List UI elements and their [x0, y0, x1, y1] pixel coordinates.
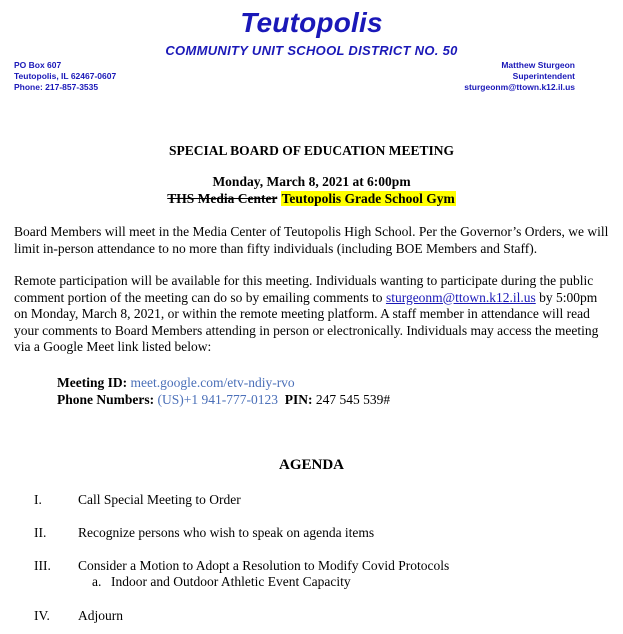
paragraph-in-person: Board Members will meet in the Media Center of Teutopolis High School. Per the Governor’s Orders, we will limit in-person attendance to no more than fifty individuals (including BOE Members and Staff). [14, 224, 609, 256]
official-name: Matthew Sturgeon [501, 60, 575, 70]
official-email: sturgeonm@ttown.k12.il.us [464, 82, 575, 92]
agenda-sub-item [92, 574, 351, 590]
agenda-item [34, 558, 449, 574]
official-title: Superintendent [512, 71, 575, 81]
pin-value: 247 545 539# [315, 391, 391, 407]
location-struck: THS Media Center [167, 191, 278, 206]
agenda-sub-item-letter: a. [92, 574, 102, 589]
meeting-id-link[interactable]: meet.google.com/etv-ndiy-rvo [130, 375, 295, 390]
agenda-item [34, 608, 123, 624]
pin-label: PIN: [284, 391, 313, 407]
address-line-2: Teutopolis, IL 62467-0607 [14, 71, 117, 81]
agenda-sub-item-text: Indoor and Outdoor Athletic Event Capacity [111, 574, 351, 589]
agenda-item-number: III. [34, 558, 51, 573]
location-highlighted: Teutopolis Grade School Gym [281, 191, 455, 206]
address-line-1: PO Box 607 [14, 60, 62, 70]
phone-row [57, 392, 390, 409]
phone-numbers-label: Phone Numbers: [57, 391, 155, 407]
meet-info [57, 375, 390, 408]
meeting-title: SPECIAL BOARD OF EDUCATION MEETING [168, 143, 455, 158]
email-link[interactable]: sturgeonm@ttown.k12.il.us [385, 289, 536, 305]
agenda-item-number: IV. [34, 608, 50, 623]
paragraph-remote-rest: by 5:00pm on Monday, March 8, 2021, or within the remote meeting platform. A staff member in attendance will read your comments to Board Members attending in person or electronically. Individuals may access the meeting via a Google Meet link listed below: [14, 289, 599, 354]
paragraph-remote [14, 273, 614, 356]
district-address [14, 60, 116, 93]
superintendent-contact [464, 60, 575, 93]
agenda-item-text: Call Special Meeting to Order [78, 492, 241, 507]
agenda-item [34, 492, 241, 508]
agenda-item-text: Adjourn [78, 608, 123, 623]
agenda-heading: AGENDA [278, 457, 344, 473]
agenda-item-number: II. [34, 525, 47, 540]
agenda-item-number: I. [34, 492, 42, 507]
meeting-location [0, 191, 623, 207]
agenda-item-text: Recognize persons who wish to speak on agenda items [78, 525, 375, 540]
meeting-id-label: Meeting ID: [57, 375, 128, 390]
district-name: Teutopolis [240, 7, 383, 38]
agenda-item-text: Consider a Motion to Adopt a Resolution to Modify Covid Protocols [78, 558, 450, 573]
address-phone: Phone: 217-857-3535 [14, 82, 99, 92]
paragraph-remote-intro: Remote participation will be available for this meeting. Individuals wanting to participate during the public comment portion of the meeting can do so by emailing comments to [14, 273, 594, 305]
phone-number-link[interactable]: (US)+1 941-777-0123 [157, 391, 278, 407]
meeting-id-row [57, 375, 390, 392]
district-subtitle: COMMUNITY UNIT SCHOOL DISTRICT NO. 50 [165, 43, 458, 58]
agenda-item [34, 525, 374, 541]
meeting-date-time: Monday, March 8, 2021 at 6:00pm [212, 174, 411, 189]
